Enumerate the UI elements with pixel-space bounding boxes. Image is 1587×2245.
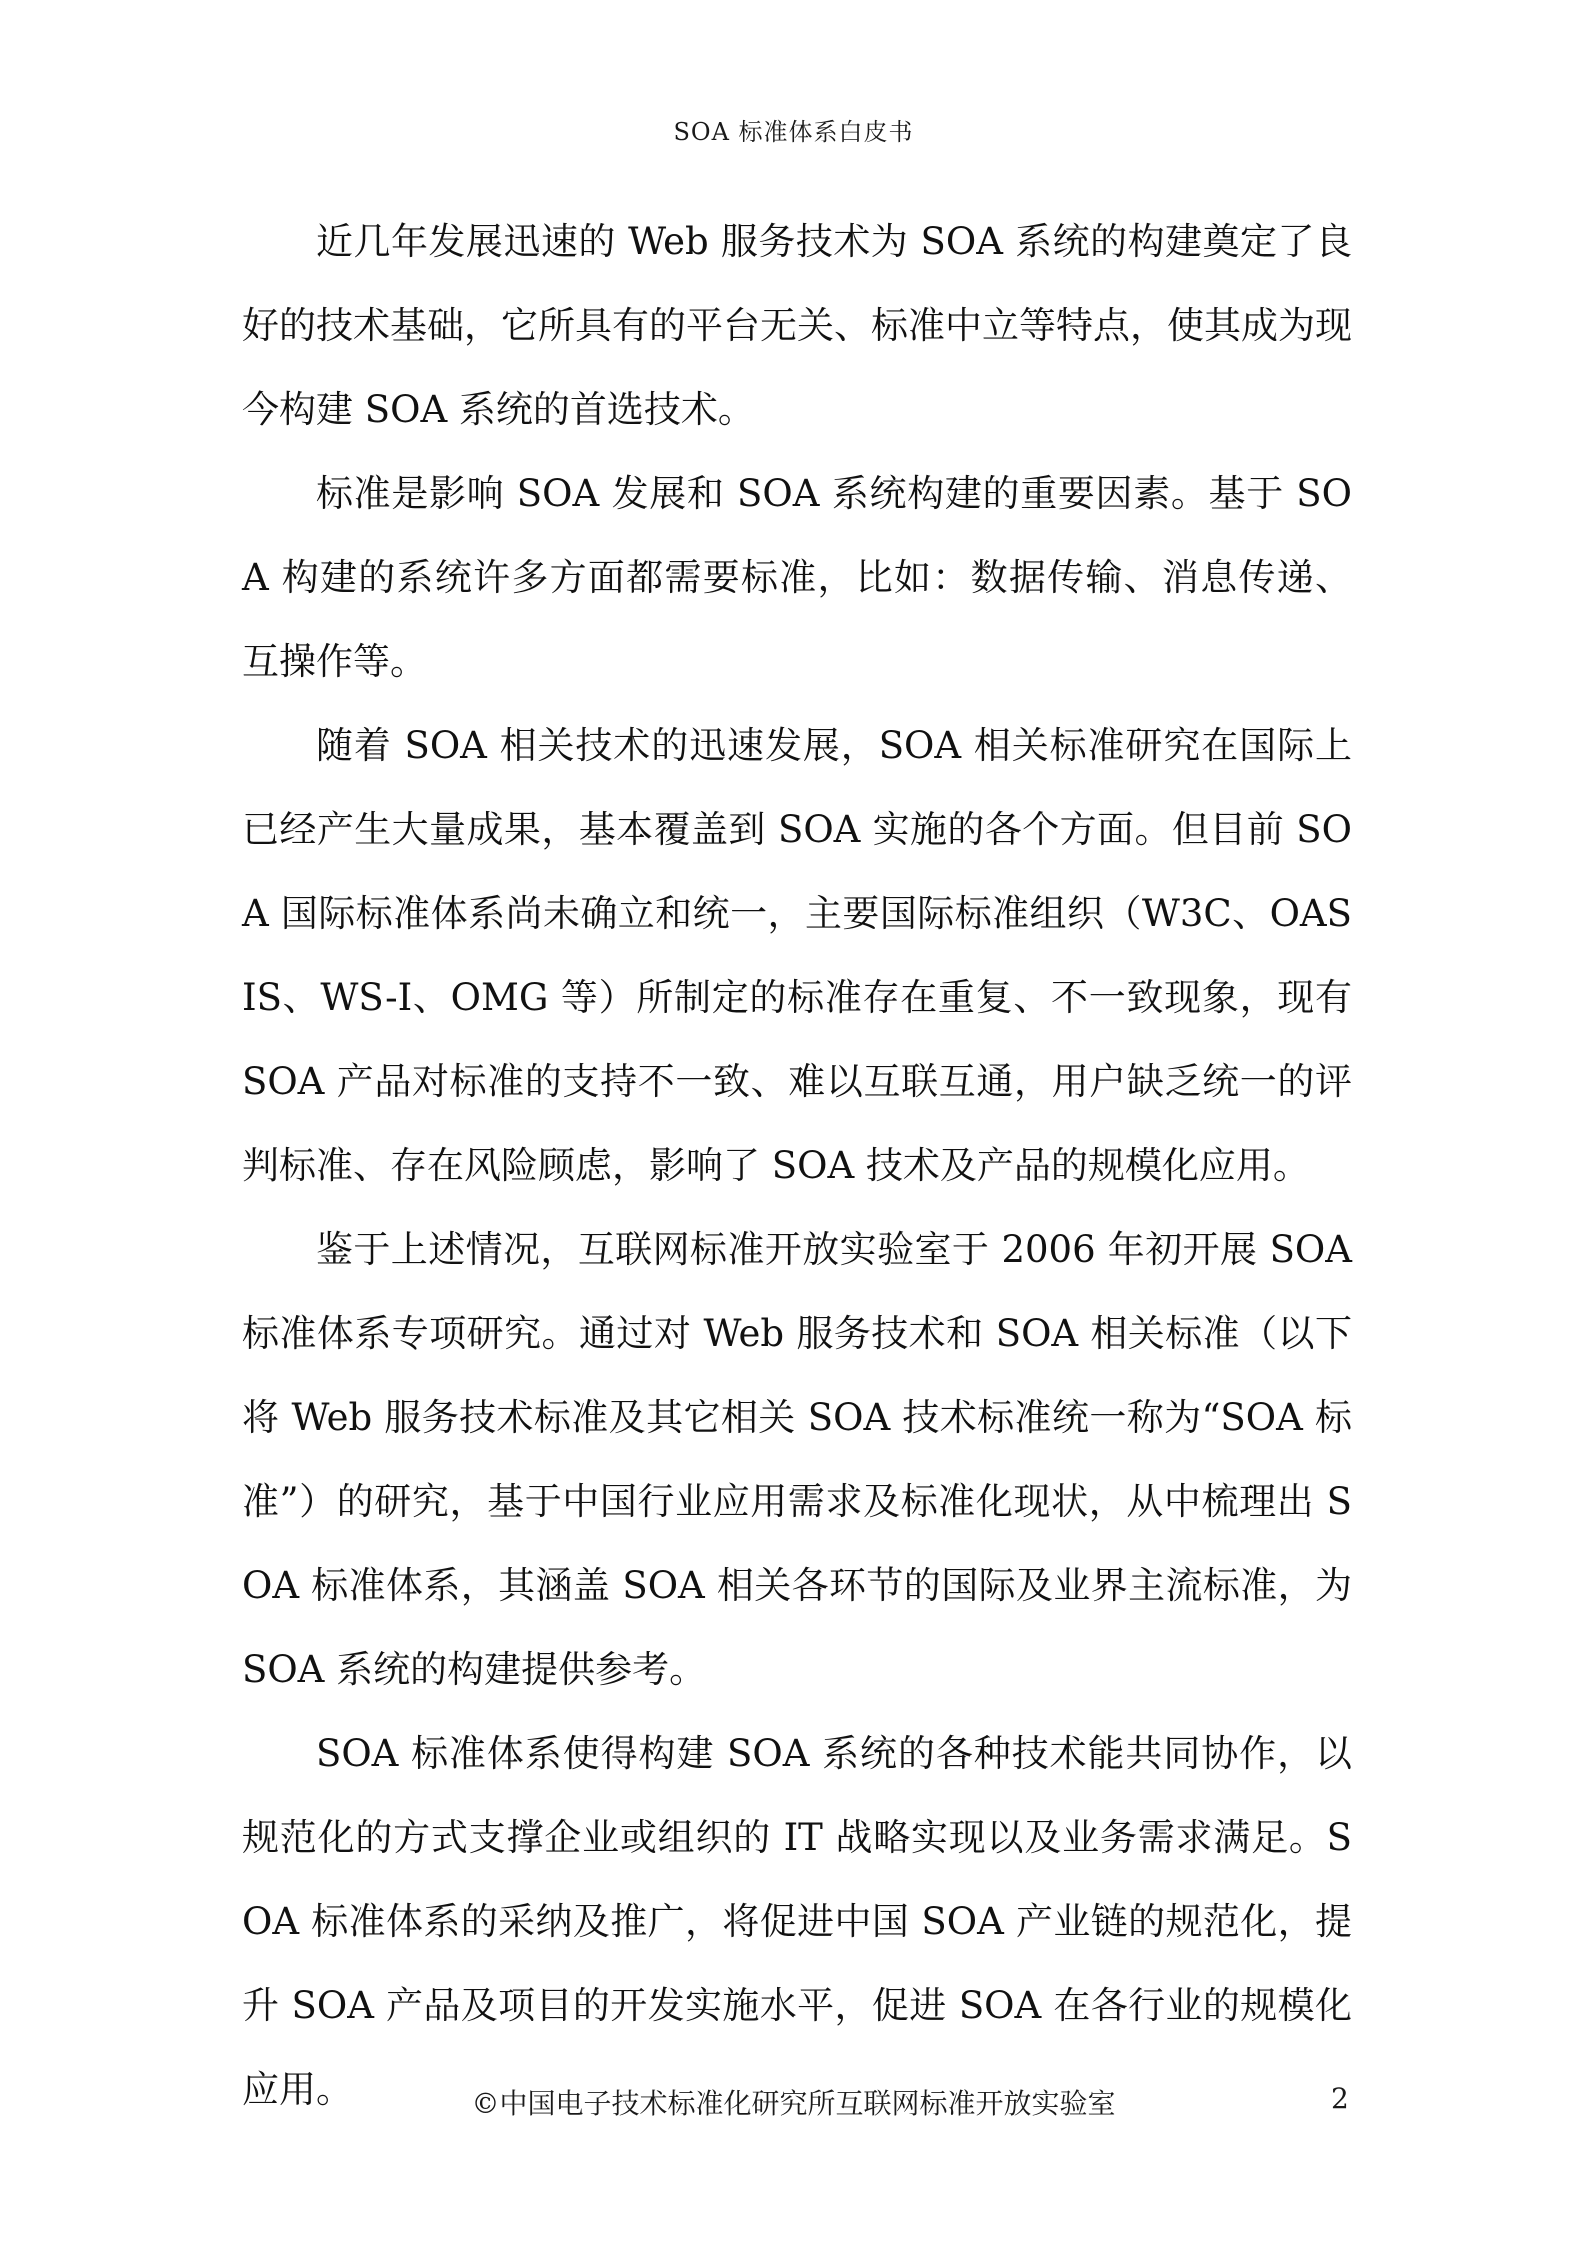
paragraph-4: 鉴于上述情况，互联网标准开放实验室于 2006 年初开展 SOA 标准体系专项研究。通过对 Web 服务技术和 SOA 相关标准（以下将 Web 服务技术标准及其它相关 SOA 技术标准统一称为“SOA 标准”）的研究，基于中国行业应用需求及标准化现状，从中梳理出 SOA 标准体系，其涵盖 SOA 相关各环节的国际及业界主流标准，为 SOA 系统的构建提供参考。 (242, 1228, 1352, 1691)
footer-copyright: ©中国电子技术标准化研究所互联网标准开放实验室 (471, 2087, 1116, 2120)
paragraph-5: SOA 标准体系使得构建 SOA 系统的各种技术能共同协作，以规范化的方式支撑企业或组织的 IT 战略实现以及业务需求满足。SOA 标准体系的采纳及推广，将促进中国 SOA 产业链的规范化，提升 SOA 产品及项目的开发实施水平，促进 SOA 在各行业的规模化应用。 (242, 1732, 1352, 2111)
page-header: SOA 标准体系白皮书 (673, 118, 914, 146)
paragraph-2: 标准是影响 SOA 发展和 SOA 系统构建的重要因素。基于 SOA 构建的系统许多方面都需要标准，比如：数据传输、消息传递、互操作等。 (242, 472, 1352, 683)
paragraph-1: 近几年发展迅速的 Web 服务技术为 SOA 系统的构建奠定了良好的技术基础，它所具有的平台无关、标准中立等特点，使其成为现今构建 SOA 系统的首选技术。 (242, 220, 1352, 431)
page-number: 2 (1331, 2082, 1349, 2115)
paragraph-3: 随着 SOA 相关技术的迅速发展，SOA 相关标准研究在国际上已经产生大量成果，基本覆盖到 SOA 实施的各个方面。但目前 SOA 国际标准体系尚未确立和统一，主要国际标准组织（W3C、OASIS、WS-I、OMG 等）所制定的标准存在重复、不一致现象，现有 SOA 产品对标准的支持不一致、难以互联互通，用户缺乏统一的评判标准、存在风险顾虑，影响了 SOA 技术及产品的规模化应用。 (242, 724, 1352, 1187)
document-body (242, 200, 1352, 2132)
